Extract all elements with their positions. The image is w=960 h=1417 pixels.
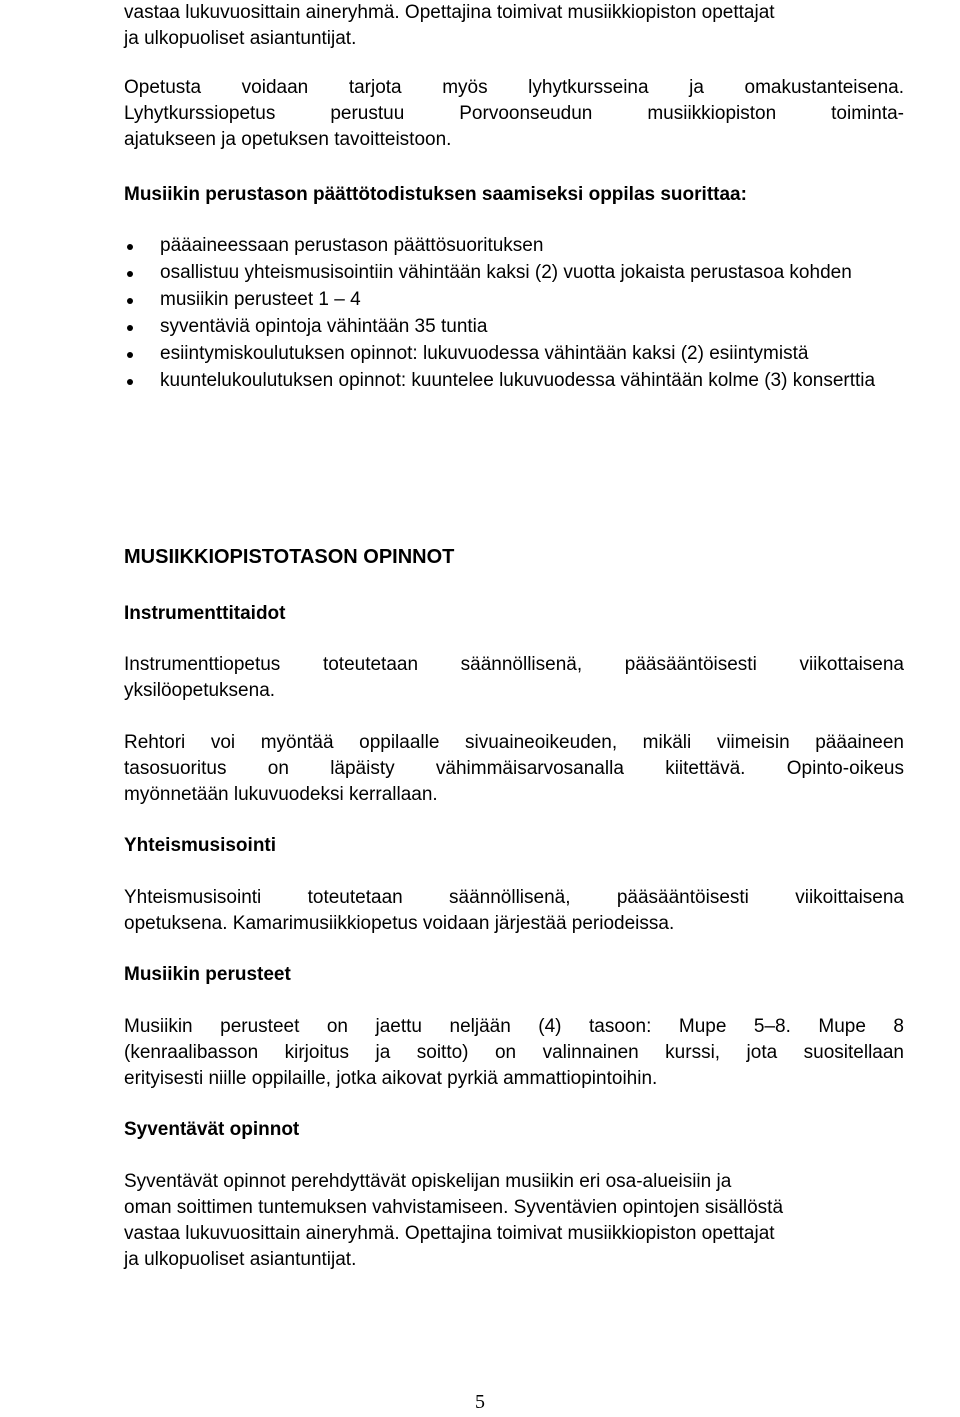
list-item [124,367,904,394]
list-item-text: syventäviä opintoja vähintään 35 tuntia [160,316,488,337]
text-line: ajatukseen ja opetuksen tavoitteistoon. [124,129,452,150]
text-line: Opetusta voidaan tarjota myös lyhytkursseina ja omakustanteisena. [124,77,904,98]
list-item [124,232,904,259]
bullet-icon [127,379,133,385]
text-line: oman soittimen tuntemuksen vahvistamiseen. Syventävien opintojen sisällöstä [124,1197,784,1218]
bullet-icon [127,244,133,250]
text-line: opetuksena. Kamarimusiikkiopetus voidaan järjestää periodeissa. [124,913,675,934]
text-line: vastaa lukuvuosittain aineryhmä. Opettajina toimivat musiikkiopiston opettajat [124,2,775,23]
bullet-icon [127,271,133,277]
list-item [124,340,904,367]
list-item [124,259,904,286]
text-line: ja ulkopuoliset asiantuntijat. [124,1249,357,1270]
bullet-icon [127,298,133,304]
text-line: Instrumenttiopetus toteutetaan säännöllisenä, pääsääntöisesti viikottaisena [124,654,904,675]
text-line: ja ulkopuoliset asiantuntijat. [124,28,357,49]
text-line: yksilöopetuksena. [124,680,276,701]
page-number: 5 [475,1391,485,1413]
list-item [124,286,904,313]
instrument-heading: Instrumenttitaidot [124,603,286,624]
advanced-heading: Syventävät opinnot [124,1119,300,1140]
paragraph-ensemble [124,885,904,937]
text-line: erityisesti niille oppilaille, jotka aikovat pyrkiä ammattiopintoihin. [124,1068,658,1089]
text-line: Musiikin perusteet on jaettu neljään (4) tasoon: Mupe 5–8. Mupe 8 [124,1016,904,1037]
paragraph-advanced [124,1169,904,1273]
bullet-icon [127,325,133,331]
list-item-text: kuuntelukoulutuksen opinnot: kuuntelee lukuvuodessa vähintään kolme (3) konserttia [160,370,876,391]
list-item [124,313,904,340]
list-item-text: pääaineessaan perustason päättösuorituksen [160,235,544,256]
bullet-icon [127,352,133,358]
list-item-text: musiikin perusteet 1 – 4 [160,289,361,310]
requirements-list [124,232,904,394]
text-line: tasosuoritus on läpäisty vähimmäisarvosanalla kiitettävä. Opinto-oikeus [124,758,904,779]
text-line: (kenraalibasson kirjoitus ja soitto) on valinnainen kurssi, jota suositellaan [124,1042,904,1063]
section-title: MUSIIKKIOPISTOTASON OPINNOT [124,546,455,568]
paragraph-theory [124,1014,904,1092]
list-item-text: esiintymiskoulutuksen opinnot: lukuvuodessa vähintään kaksi (2) esiintymistä [160,343,809,364]
paragraph-short-courses [124,75,904,153]
ensemble-heading: Yhteismusisointi [124,835,277,856]
paragraph-minor-subject [124,730,904,808]
text-line: Rehtori voi myöntää oppilaalle sivuaineoikeuden, mikäli viimeisin pääaineen [124,732,904,753]
theory-heading: Musiikin perusteet [124,964,291,985]
text-line: myönnetään lukuvuodeksi kerrallaan. [124,784,438,805]
text-line: Lyhytkurssiopetus perustuu Porvoonseudun musiikkiopiston toiminta- [124,103,904,124]
paragraph-instrument-teaching [124,652,904,704]
basic-level-heading: Musiikin perustason päättötodistuksen saamiseksi oppilas suorittaa: [124,184,747,205]
text-line: Syventävät opinnot perehdyttävät opiskelijan musiikin eri osa-alueisiin ja [124,1171,732,1192]
paragraph-continuation [124,0,904,52]
text-line: vastaa lukuvuosittain aineryhmä. Opettajina toimivat musiikkiopiston opettajat [124,1223,775,1244]
text-line: Yhteismusisointi toteutetaan säännöllisenä, pääsääntöisesti viikoittaisena [124,887,904,908]
list-item-text: osallistuu yhteismusisointiin vähintään kaksi (2) vuotta jokaista perustasoa kohden [160,262,852,283]
